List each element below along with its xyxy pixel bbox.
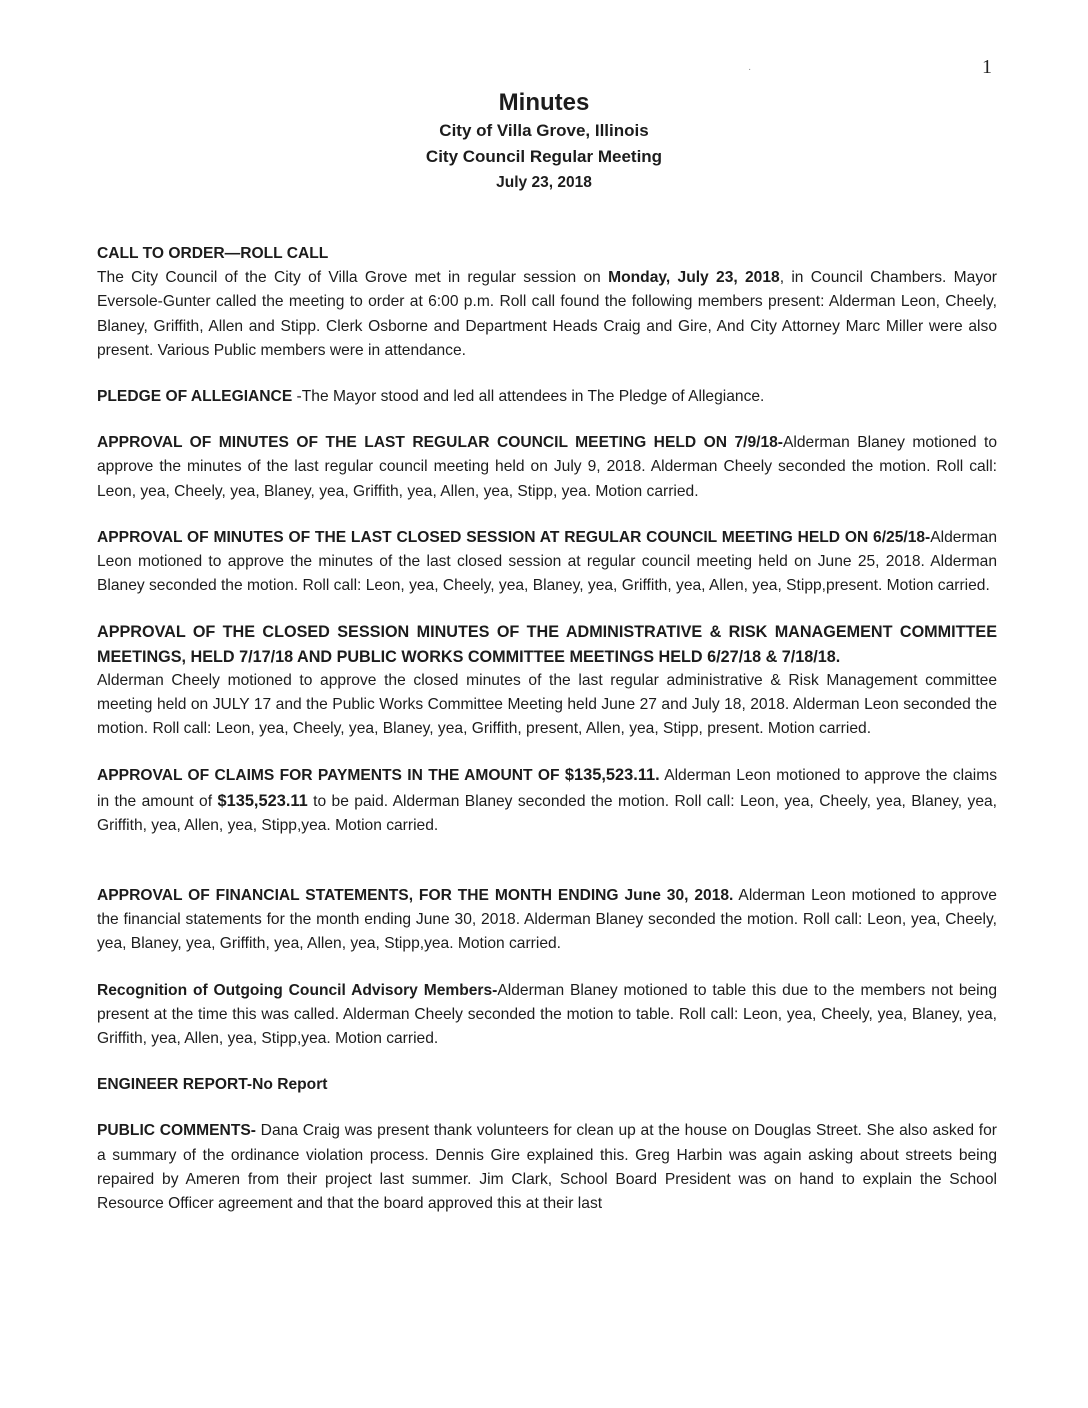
document-header bbox=[0, 88, 1088, 196]
minutes-closed-heading: APPROVAL OF MINUTES OF THE LAST CLOSED SESSION AT REGULAR COUNCIL MEETING HELD ON 6/25/18- bbox=[97, 528, 931, 546]
minutes-regular-heading: APPROVAL OF MINUTES OF THE LAST REGULAR COUNCIL MEETING HELD ON 7/9/18- bbox=[97, 434, 784, 452]
call-to-order-heading: CALL TO ORDER—ROLL CALL bbox=[97, 245, 329, 262]
section-minutes-closed bbox=[97, 526, 997, 599]
pledge-text: -The Mayor stood and led all attendees in The Pledge of Allegiance. bbox=[292, 388, 765, 406]
meeting-date: July 23, 2018 bbox=[496, 174, 592, 191]
committee-minutes-text: Alderman Cheely motioned to approve the closed minutes of the last regular administrative & Risk Management committee meeting held on JULY 17 and the Public Works Committee Meeting held June 27 and July 18, 2018. Alderman Leon seconded the motion. Roll call: Leon, yea, Cheely, yea, Blaney, yea, Griffith, present, Allen, yea, Stipp, present. Motion carried. bbox=[97, 671, 997, 738]
section-financial bbox=[97, 884, 997, 957]
section-committee-minutes bbox=[97, 620, 997, 741]
minutes-body bbox=[97, 242, 997, 1216]
document-title: Minutes bbox=[498, 89, 590, 116]
call-to-order-text-part: , in Council Chambers. Mayor Eversole-Gunter called the meeting to order at 6:00 p.m. Roll call found the following members present: Alderman Leon, Cheely, Blaney, Griffith, Allen and Stipp. Clerk Osborne and Department Heads Craig and Gire, And City Attorney Marc Miller were also present. Various Public members were in attendance. bbox=[97, 269, 997, 359]
meeting-date-bold: Monday, July 23, 2018 bbox=[608, 269, 780, 287]
section-public-comments bbox=[97, 1119, 997, 1216]
financial-heading: APPROVAL OF FINANCIAL STATEMENTS, FOR THE MONTH ENDING June 30, 2018. bbox=[97, 887, 734, 905]
claims-amount-bold: $135,523.11 bbox=[217, 791, 308, 810]
section-pledge bbox=[97, 385, 997, 409]
recognition-text: Alderman Blaney motioned to table this due to the members not being present at the time this was called. Alderman Cheely seconded the motion to table. Roll call: Leon, yea, Cheely, yea, Blaney, yea, Griffith, yea, Allen, yea, Stipp,yea. Motion carried. bbox=[97, 981, 997, 1048]
call-to-order-text bbox=[97, 266, 997, 363]
section-claims bbox=[97, 763, 997, 838]
claims-heading: APPROVAL OF CLAIMS FOR PAYMENTS IN THE AMOUNT OF bbox=[97, 767, 565, 785]
section-recognition bbox=[97, 979, 997, 1052]
public-comments-text: Dana Craig was present thank volunteers for clean up at the house on Douglas Street. She also asked for a summary of the ordinance violation process. Dennis Gire explained this. Greg Harbin was again asking about streets being repaired by Ameren from their project last summer. Jim Clark, School Board President was on hand to explain the School Resource Officer agreement and that the board approved this at their last bbox=[97, 1122, 997, 1213]
engineer-report-heading: ENGINEER REPORT-No Report bbox=[97, 1076, 328, 1094]
claims-heading-amount: $135,523.11. bbox=[564, 766, 660, 785]
call-to-order-text-part: The City Council of the City of Villa Grove met in regular session on bbox=[97, 269, 609, 287]
scan-speck: · bbox=[748, 64, 752, 75]
financial-text: Alderman Leon motioned to approve the financial statements for the month ending June 30, 2018. Alderman Blaney seconded the motion. Roll call: Leon, yea, Cheely, yea, Blaney, yea, Griffith, yea, Allen, yea, Stipp,yea. Motion carried. bbox=[97, 887, 997, 953]
meeting-type: City Council Regular Meeting bbox=[425, 147, 663, 166]
committee-minutes-heading: APPROVAL OF THE CLOSED SESSION MINUTES OF THE ADMINISTRATIVE & RISK MANAGEMENT COMMITTEE MEETINGS, HELD 7/17/18 AND PUBLIC WORKS COMMITTEE MEETINGS HELD 6/27/18 & 7/18/18. bbox=[97, 623, 997, 666]
claims-text-part: Alderman Leon motioned to approve the claims in the amount of bbox=[97, 767, 998, 810]
recognition-heading: Recognition of Outgoing Council Advisory Members- bbox=[97, 981, 498, 999]
section-call-to-order bbox=[97, 242, 997, 363]
page-number: 1 bbox=[982, 56, 992, 78]
minutes-regular-text: Alderman Blaney motioned to approve the minutes of the last regular council meeting held on July 9, 2018. Alderman Cheely seconded the motion. Roll call: Leon, yea, Cheely, yea, Blaney, yea, Griffith, yea, Allen, yea, Stipp, yea. Motion carried. bbox=[97, 434, 997, 500]
minutes-closed-text: Alderman Leon motioned to approve the minutes of the last closed session at regular council meeting held on June 25, 2018. Alderman Blaney seconded the motion. Roll call: Leon, yea, Cheely, yea, Blaney, yea, Griffith, yea, Allen, yea, Stipp,present. Motion carried. bbox=[97, 528, 997, 595]
section-minutes-regular bbox=[97, 431, 997, 504]
claims-text-part: to be paid. Alderman Blaney seconded the motion. Roll call: Leon, yea, Cheely, yea, Blaney, yea, Griffith, yea, Allen, yea, Stipp,yea. Motion carried. bbox=[97, 792, 997, 834]
pledge-heading: PLEDGE OF ALLEGIANCE bbox=[97, 388, 293, 406]
city-name: City of Villa Grove, Illinois bbox=[439, 121, 649, 140]
public-comments-heading: PUBLIC COMMENTS- bbox=[97, 1122, 256, 1140]
